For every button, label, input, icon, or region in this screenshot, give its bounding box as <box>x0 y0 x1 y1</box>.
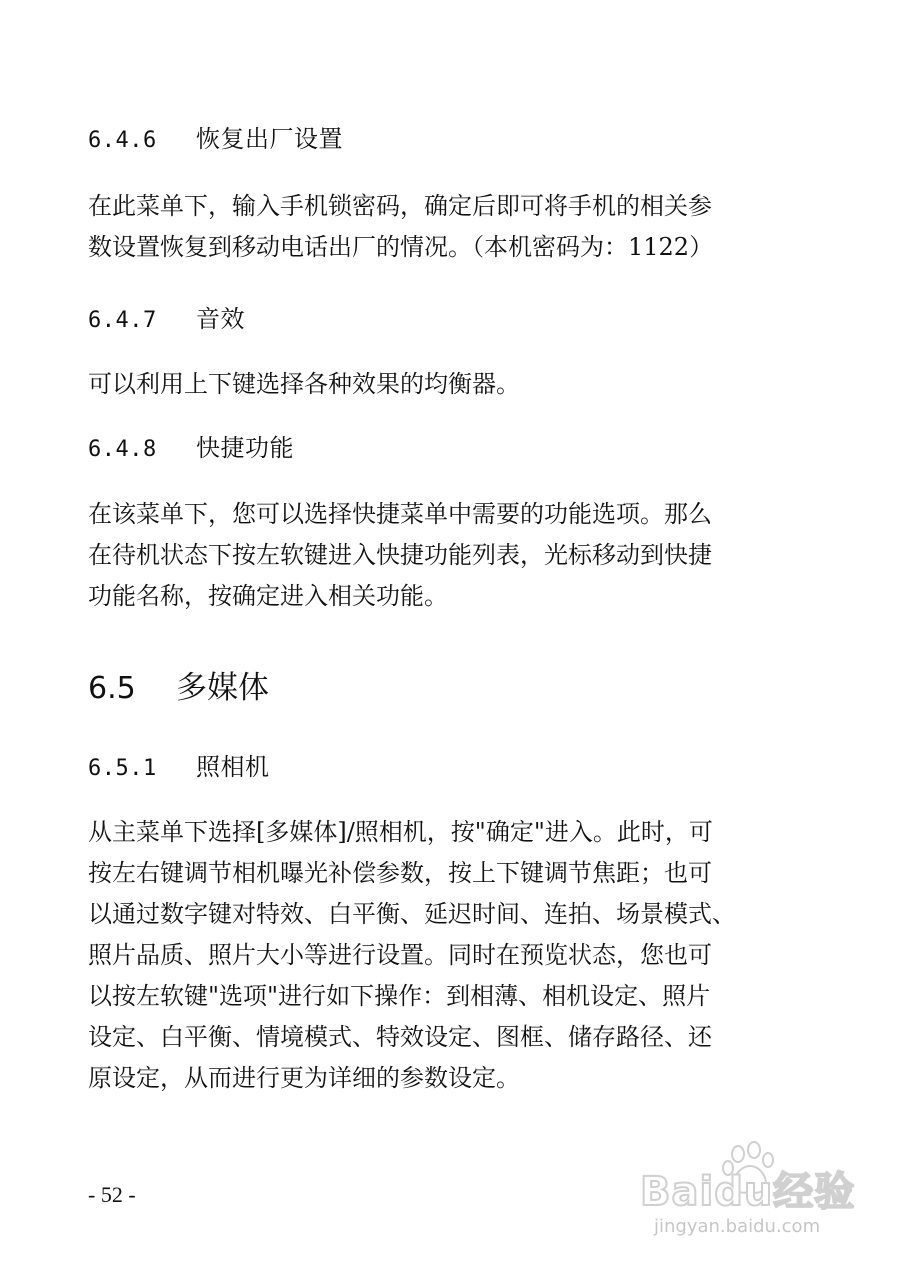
section-heading-6-4-6 <box>88 124 343 156</box>
section-paragraph-6-4-7 <box>88 364 808 405</box>
section-title: 快捷功能 <box>196 434 294 462</box>
paragraph-line: 在此菜单下，输入手机锁密码，确定后即可将手机的相关参 <box>88 192 712 220</box>
section-number: 6.4.8 <box>88 437 157 462</box>
paragraph-line: 功能名称，按确定进入相关功能。 <box>88 582 448 610</box>
paragraph-line: 从主菜单下选择[多媒体]/照相机，按"确定"进入。此时，可 <box>88 818 713 846</box>
section-title: 恢复出厂设置 <box>196 125 343 153</box>
section-heading-6-4-7 <box>88 304 245 336</box>
paragraph-line: 原设定，从而进行更为详细的参数设定。 <box>88 1064 520 1092</box>
section-number: 6.5.1 <box>88 756 157 781</box>
chapter-heading-6-5 <box>88 668 269 709</box>
paragraph-line: 数设置恢复到移动电话出厂的情况。（本机密码为：1122） <box>88 233 714 261</box>
section-number: 6.4.7 <box>88 308 157 333</box>
section-heading-6-4-8 <box>88 433 294 465</box>
chapter-number: 6.5 <box>88 671 136 706</box>
paragraph-line: 设定、白平衡、情境模式、特效设定、图框、储存路径、还 <box>88 1023 712 1051</box>
section-heading-6-5-1 <box>88 752 270 784</box>
paragraph-line: 以通过数字键对特效、白平衡、延迟时间、连拍、场景模式、 <box>88 900 736 928</box>
watermark-brand: Baidu经验 <box>640 1169 856 1215</box>
chapter-title: 多媒体 <box>176 670 269 706</box>
paragraph-line: 在该菜单下，您可以选择快捷菜单中需要的功能选项。那么 <box>88 500 712 528</box>
paragraph-line: 可以利用上下键选择各种效果的均衡器。 <box>88 370 520 398</box>
section-title: 音效 <box>196 305 245 333</box>
paragraph-line: 在待机状态下按左软键进入快捷功能列表，光标移动到快捷 <box>88 541 712 569</box>
section-title: 照相机 <box>196 753 270 781</box>
baidu-watermark <box>640 1140 890 1250</box>
paragraph-line: 以按左软键"选项"进行如下操作：到相薄、相机设定、照片 <box>88 982 711 1010</box>
section-paragraph-6-4-8 <box>88 494 808 617</box>
section-paragraph-6-5-1 <box>88 812 808 1099</box>
paragraph-line: 照片品质、照片大小等进行设置。同时在预览状态，您也可 <box>88 941 712 969</box>
section-paragraph-6-4-6 <box>88 186 808 268</box>
section-number: 6.4.6 <box>88 128 157 153</box>
page-number: - 52 - <box>88 1182 136 1207</box>
watermark-url: jingyan.baidu.com <box>654 1216 821 1237</box>
paragraph-line: 按左右键调节相机曝光补偿参数，按上下键调节焦距；也可 <box>88 859 712 887</box>
